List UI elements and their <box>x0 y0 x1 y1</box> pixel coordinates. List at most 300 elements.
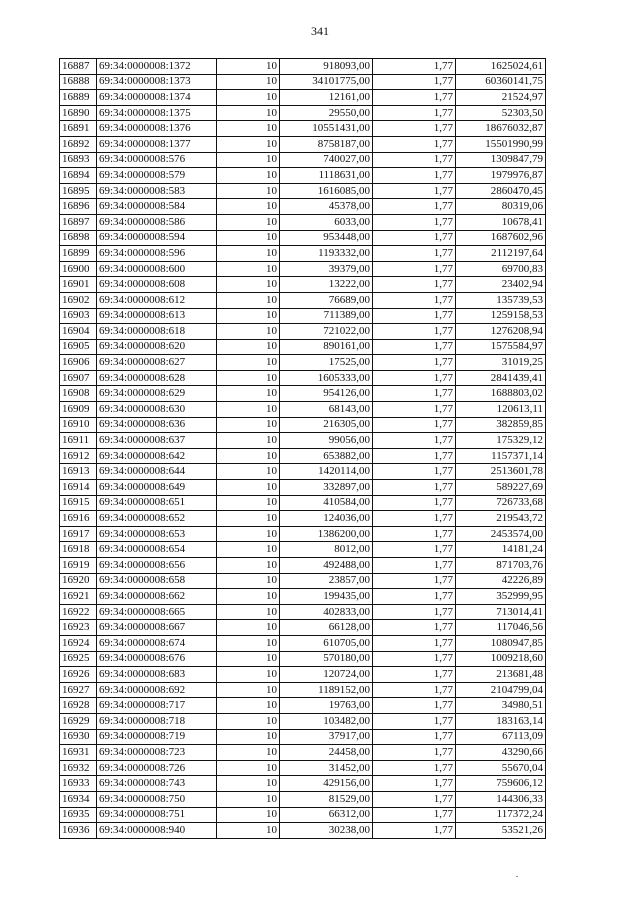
cadastral-number-cell: 69:34:0000008:656 <box>97 558 217 574</box>
coefficient-cell: 1,77 <box>373 542 456 558</box>
row-number-cell: 16894 <box>60 168 97 184</box>
row-number-cell: 16933 <box>60 776 97 792</box>
table-row <box>60 558 546 574</box>
table-row <box>60 74 546 90</box>
row-number-cell: 16893 <box>60 152 97 168</box>
total-cell: 1259158,53 <box>456 308 546 324</box>
cadastral-value-cell: 1420114,00 <box>280 464 373 480</box>
total-cell: 2860470,45 <box>456 183 546 199</box>
cadastral-number-cell: 69:34:0000008:620 <box>97 339 217 355</box>
cadastral-value-cell: 66312,00 <box>280 807 373 823</box>
table-row <box>60 90 546 106</box>
cadastral-number-cell: 69:34:0000008:683 <box>97 667 217 683</box>
coefficient-cell: 1,77 <box>373 324 456 340</box>
table-row <box>60 464 546 480</box>
cadastral-number-cell: 69:34:0000008:743 <box>97 776 217 792</box>
coefficient-cell: 1,77 <box>373 729 456 745</box>
rate-cell: 10 <box>217 620 280 636</box>
row-number-cell: 16910 <box>60 417 97 433</box>
rate-cell: 10 <box>217 682 280 698</box>
rate-cell: 10 <box>217 635 280 651</box>
row-number-cell: 16901 <box>60 277 97 293</box>
coefficient-cell: 1,77 <box>373 776 456 792</box>
coefficient-cell: 1,77 <box>373 433 456 449</box>
cadastral-number-cell: 69:34:0000008:654 <box>97 542 217 558</box>
coefficient-cell: 1,77 <box>373 589 456 605</box>
total-cell: 382859,85 <box>456 417 546 433</box>
cadastral-value-cell: 953448,00 <box>280 230 373 246</box>
cadastral-number-cell: 69:34:0000008:750 <box>97 791 217 807</box>
total-cell: 1979976,87 <box>456 168 546 184</box>
row-number-cell: 16928 <box>60 698 97 714</box>
row-number-cell: 16930 <box>60 729 97 745</box>
total-cell: 15501990,99 <box>456 136 546 152</box>
cadastral-number-cell: 69:34:0000008:584 <box>97 199 217 215</box>
rate-cell: 10 <box>217 230 280 246</box>
cadastral-value-cell: 954126,00 <box>280 386 373 402</box>
cadastral-value-cell: 1386200,00 <box>280 526 373 542</box>
cadastral-value-cell: 29550,00 <box>280 105 373 121</box>
rate-cell: 10 <box>217 136 280 152</box>
total-cell: 43290,66 <box>456 745 546 761</box>
cadastral-value-cell: 17525,00 <box>280 355 373 371</box>
table-row <box>60 417 546 433</box>
cadastral-value-cell: 23857,00 <box>280 573 373 589</box>
total-cell: 219543,72 <box>456 511 546 527</box>
cadastral-number-cell: 69:34:0000008:636 <box>97 417 217 433</box>
cadastral-number-cell: 69:34:0000008:667 <box>97 620 217 636</box>
cadastral-value-cell: 1605333,00 <box>280 370 373 386</box>
total-cell: 1080947,85 <box>456 635 546 651</box>
row-number-cell: 16929 <box>60 713 97 729</box>
cadastral-number-cell: 69:34:0000008:649 <box>97 480 217 496</box>
cadastral-value-cell: 81529,00 <box>280 791 373 807</box>
total-cell: 55670,04 <box>456 760 546 776</box>
coefficient-cell: 1,77 <box>373 526 456 542</box>
cadastral-value-cell: 721022,00 <box>280 324 373 340</box>
coefficient-cell: 1,77 <box>373 791 456 807</box>
coefficient-cell: 1,77 <box>373 402 456 418</box>
row-number-cell: 16895 <box>60 183 97 199</box>
coefficient-cell: 1,77 <box>373 168 456 184</box>
total-cell: 2104799,04 <box>456 682 546 698</box>
row-number-cell: 16904 <box>60 324 97 340</box>
total-cell: 1688803,02 <box>456 386 546 402</box>
rate-cell: 10 <box>217 417 280 433</box>
table-row <box>60 183 546 199</box>
total-cell: 1625024,61 <box>456 59 546 75</box>
cadastral-value-cell: 12161,00 <box>280 90 373 106</box>
cadastral-number-cell: 69:34:0000008:596 <box>97 246 217 262</box>
total-cell: 2841439,41 <box>456 370 546 386</box>
rate-cell: 10 <box>217 90 280 106</box>
coefficient-cell: 1,77 <box>373 370 456 386</box>
cadastral-value-cell: 99056,00 <box>280 433 373 449</box>
coefficient-cell: 1,77 <box>373 292 456 308</box>
row-number-cell: 16916 <box>60 511 97 527</box>
rate-cell: 10 <box>217 59 280 75</box>
rate-cell: 10 <box>217 573 280 589</box>
total-cell: 726733,68 <box>456 495 546 511</box>
cadastral-number-cell: 69:34:0000008:692 <box>97 682 217 698</box>
coefficient-cell: 1,77 <box>373 183 456 199</box>
cadastral-value-cell: 10551431,00 <box>280 121 373 137</box>
rate-cell: 10 <box>217 823 280 839</box>
row-number-cell: 16897 <box>60 214 97 230</box>
total-cell: 759606,12 <box>456 776 546 792</box>
total-cell: 144306,33 <box>456 791 546 807</box>
cadastral-number-cell: 69:34:0000008:629 <box>97 386 217 402</box>
rate-cell: 10 <box>217 433 280 449</box>
total-cell: 120613,11 <box>456 402 546 418</box>
rate-cell: 10 <box>217 402 280 418</box>
table-row <box>60 59 546 75</box>
total-cell: 34980,51 <box>456 698 546 714</box>
table-row <box>60 526 546 542</box>
cadastral-value-cell: 199435,00 <box>280 589 373 605</box>
total-cell: 117372,24 <box>456 807 546 823</box>
cadastral-value-cell: 429156,00 <box>280 776 373 792</box>
cadastral-number-cell: 69:34:0000008:579 <box>97 168 217 184</box>
scan-speck <box>516 876 518 877</box>
rate-cell: 10 <box>217 713 280 729</box>
total-cell: 1157371,14 <box>456 448 546 464</box>
table-row <box>60 776 546 792</box>
total-cell: 589227,69 <box>456 480 546 496</box>
row-number-cell: 16927 <box>60 682 97 698</box>
coefficient-cell: 1,77 <box>373 667 456 683</box>
cadastral-number-cell: 69:34:0000008:613 <box>97 308 217 324</box>
rate-cell: 10 <box>217 199 280 215</box>
row-number-cell: 16902 <box>60 292 97 308</box>
row-number-cell: 16905 <box>60 339 97 355</box>
rate-cell: 10 <box>217 292 280 308</box>
coefficient-cell: 1,77 <box>373 495 456 511</box>
table-row <box>60 199 546 215</box>
coefficient-cell: 1,77 <box>373 823 456 839</box>
table-row <box>60 620 546 636</box>
rate-cell: 10 <box>217 745 280 761</box>
row-number-cell: 16898 <box>60 230 97 246</box>
total-cell: 135739,53 <box>456 292 546 308</box>
total-cell: 21524,97 <box>456 90 546 106</box>
cadastral-value-cell: 1118631,00 <box>280 168 373 184</box>
rate-cell: 10 <box>217 589 280 605</box>
rate-cell: 10 <box>217 308 280 324</box>
table-row <box>60 355 546 371</box>
row-number-cell: 16899 <box>60 246 97 262</box>
row-number-cell: 16908 <box>60 386 97 402</box>
coefficient-cell: 1,77 <box>373 261 456 277</box>
cadastral-number-cell: 69:34:0000008:665 <box>97 604 217 620</box>
coefficient-cell: 1,77 <box>373 136 456 152</box>
total-cell: 67113,09 <box>456 729 546 745</box>
table-row <box>60 604 546 620</box>
table-row <box>60 713 546 729</box>
cadastral-number-cell: 69:34:0000008:600 <box>97 261 217 277</box>
cadastral-number-cell: 69:34:0000008:586 <box>97 214 217 230</box>
row-number-cell: 16896 <box>60 199 97 215</box>
rate-cell: 10 <box>217 542 280 558</box>
cadastral-number-cell: 69:34:0000008:653 <box>97 526 217 542</box>
cadastral-number-cell: 69:34:0000008:644 <box>97 464 217 480</box>
coefficient-cell: 1,77 <box>373 713 456 729</box>
cadastral-number-cell: 69:34:0000008:576 <box>97 152 217 168</box>
cadastral-number-cell: 69:34:0000008:618 <box>97 324 217 340</box>
row-number-cell: 16934 <box>60 791 97 807</box>
table-row <box>60 760 546 776</box>
cadastral-number-cell: 69:34:0000008:1376 <box>97 121 217 137</box>
total-cell: 2513601,78 <box>456 464 546 480</box>
row-number-cell: 16931 <box>60 745 97 761</box>
table-row <box>60 292 546 308</box>
cadastral-number-cell: 69:34:0000008:717 <box>97 698 217 714</box>
coefficient-cell: 1,77 <box>373 620 456 636</box>
row-number-cell: 16920 <box>60 573 97 589</box>
row-number-cell: 16926 <box>60 667 97 683</box>
table-row <box>60 339 546 355</box>
coefficient-cell: 1,77 <box>373 604 456 620</box>
rate-cell: 10 <box>217 339 280 355</box>
cadastral-value-cell: 1616085,00 <box>280 183 373 199</box>
row-number-cell: 16923 <box>60 620 97 636</box>
cadastral-value-cell: 120724,00 <box>280 667 373 683</box>
total-cell: 183163,14 <box>456 713 546 729</box>
cadastral-number-cell: 69:34:0000008:594 <box>97 230 217 246</box>
cadastral-value-cell: 76689,00 <box>280 292 373 308</box>
cadastral-value-cell: 570180,00 <box>280 651 373 667</box>
table-row <box>60 324 546 340</box>
rate-cell: 10 <box>217 152 280 168</box>
table-row <box>60 277 546 293</box>
row-number-cell: 16891 <box>60 121 97 137</box>
rate-cell: 10 <box>217 791 280 807</box>
coefficient-cell: 1,77 <box>373 152 456 168</box>
table-row <box>60 807 546 823</box>
coefficient-cell: 1,77 <box>373 339 456 355</box>
cadastral-number-cell: 69:34:0000008:1372 <box>97 59 217 75</box>
coefficient-cell: 1,77 <box>373 464 456 480</box>
rate-cell: 10 <box>217 246 280 262</box>
cadastral-number-cell: 69:34:0000008:583 <box>97 183 217 199</box>
cadastral-value-cell: 332897,00 <box>280 480 373 496</box>
rate-cell: 10 <box>217 667 280 683</box>
rate-cell: 10 <box>217 386 280 402</box>
cadastral-value-cell: 39379,00 <box>280 261 373 277</box>
rate-cell: 10 <box>217 464 280 480</box>
cadastral-value-cell: 918093,00 <box>280 59 373 75</box>
table-row <box>60 589 546 605</box>
coefficient-cell: 1,77 <box>373 199 456 215</box>
total-cell: 31019,25 <box>456 355 546 371</box>
cadastral-value-cell: 66128,00 <box>280 620 373 636</box>
total-cell: 80319,06 <box>456 199 546 215</box>
coefficient-cell: 1,77 <box>373 573 456 589</box>
rate-cell: 10 <box>217 558 280 574</box>
cadastral-value-cell: 13222,00 <box>280 277 373 293</box>
rate-cell: 10 <box>217 183 280 199</box>
coefficient-cell: 1,77 <box>373 635 456 651</box>
table-row <box>60 542 546 558</box>
table-row <box>60 214 546 230</box>
total-cell: 1276208,94 <box>456 324 546 340</box>
table-row <box>60 152 546 168</box>
rate-cell: 10 <box>217 480 280 496</box>
total-cell: 2453574,00 <box>456 526 546 542</box>
table-row <box>60 745 546 761</box>
cadastral-number-cell: 69:34:0000008:651 <box>97 495 217 511</box>
table-row <box>60 402 546 418</box>
cadastral-value-cell: 711389,00 <box>280 308 373 324</box>
cadastral-value-cell: 653882,00 <box>280 448 373 464</box>
coefficient-cell: 1,77 <box>373 651 456 667</box>
total-cell: 1009218,60 <box>456 651 546 667</box>
row-number-cell: 16925 <box>60 651 97 667</box>
table-row <box>60 230 546 246</box>
coefficient-cell: 1,77 <box>373 558 456 574</box>
total-cell: 871703,76 <box>456 558 546 574</box>
cadastral-number-cell: 69:34:0000008:642 <box>97 448 217 464</box>
cadastral-number-cell: 69:34:0000008:627 <box>97 355 217 371</box>
cadastral-number-cell: 69:34:0000008:719 <box>97 729 217 745</box>
rate-cell: 10 <box>217 121 280 137</box>
total-cell: 352999,95 <box>456 589 546 605</box>
table-row <box>60 261 546 277</box>
table-row <box>60 168 546 184</box>
rate-cell: 10 <box>217 651 280 667</box>
total-cell: 1575584,97 <box>456 339 546 355</box>
cadastral-number-cell: 69:34:0000008:662 <box>97 589 217 605</box>
cadastral-value-cell: 610705,00 <box>280 635 373 651</box>
table-row <box>60 573 546 589</box>
coefficient-cell: 1,77 <box>373 74 456 90</box>
rate-cell: 10 <box>217 776 280 792</box>
coefficient-cell: 1,77 <box>373 682 456 698</box>
row-number-cell: 16889 <box>60 90 97 106</box>
cadastral-value-cell: 37917,00 <box>280 729 373 745</box>
rate-cell: 10 <box>217 214 280 230</box>
cadastral-value-cell: 740027,00 <box>280 152 373 168</box>
coefficient-cell: 1,77 <box>373 760 456 776</box>
coefficient-cell: 1,77 <box>373 417 456 433</box>
cadastral-number-cell: 69:34:0000008:676 <box>97 651 217 667</box>
cadastral-value-cell: 30238,00 <box>280 823 373 839</box>
cadastral-number-cell: 69:34:0000008:630 <box>97 402 217 418</box>
row-number-cell: 16922 <box>60 604 97 620</box>
cadastral-value-table <box>59 58 546 839</box>
total-cell: 713014,41 <box>456 604 546 620</box>
row-number-cell: 16906 <box>60 355 97 371</box>
row-number-cell: 16918 <box>60 542 97 558</box>
cadastral-value-cell: 1189152,00 <box>280 682 373 698</box>
cadastral-value-cell: 492488,00 <box>280 558 373 574</box>
rate-cell: 10 <box>217 495 280 511</box>
rate-cell: 10 <box>217 729 280 745</box>
total-cell: 1309847,79 <box>456 152 546 168</box>
total-cell: 2112197,64 <box>456 246 546 262</box>
coefficient-cell: 1,77 <box>373 277 456 293</box>
cadastral-value-cell: 24458,00 <box>280 745 373 761</box>
cadastral-number-cell: 69:34:0000008:718 <box>97 713 217 729</box>
coefficient-cell: 1,77 <box>373 807 456 823</box>
table-row <box>60 246 546 262</box>
cadastral-number-cell: 69:34:0000008:612 <box>97 292 217 308</box>
table-row <box>60 682 546 698</box>
rate-cell: 10 <box>217 448 280 464</box>
rate-cell: 10 <box>217 168 280 184</box>
table-row <box>60 448 546 464</box>
coefficient-cell: 1,77 <box>373 121 456 137</box>
cadastral-number-cell: 69:34:0000008:1374 <box>97 90 217 106</box>
row-number-cell: 16935 <box>60 807 97 823</box>
table-row <box>60 105 546 121</box>
row-number-cell: 16887 <box>60 59 97 75</box>
row-number-cell: 16900 <box>60 261 97 277</box>
rate-cell: 10 <box>217 277 280 293</box>
table-row <box>60 308 546 324</box>
row-number-cell: 16921 <box>60 589 97 605</box>
table-row <box>60 480 546 496</box>
table-row <box>60 729 546 745</box>
coefficient-cell: 1,77 <box>373 308 456 324</box>
cadastral-value-cell: 31452,00 <box>280 760 373 776</box>
rate-cell: 10 <box>217 807 280 823</box>
total-cell: 14181,24 <box>456 542 546 558</box>
cadastral-number-cell: 69:34:0000008:674 <box>97 635 217 651</box>
row-number-cell: 16890 <box>60 105 97 121</box>
row-number-cell: 16914 <box>60 480 97 496</box>
cadastral-number-cell: 69:34:0000008:658 <box>97 573 217 589</box>
coefficient-cell: 1,77 <box>373 448 456 464</box>
cadastral-number-cell: 69:34:0000008:628 <box>97 370 217 386</box>
coefficient-cell: 1,77 <box>373 105 456 121</box>
coefficient-cell: 1,77 <box>373 246 456 262</box>
cadastral-number-cell: 69:34:0000008:726 <box>97 760 217 776</box>
total-cell: 53521,26 <box>456 823 546 839</box>
coefficient-cell: 1,77 <box>373 480 456 496</box>
table-row <box>60 791 546 807</box>
total-cell: 175329,12 <box>456 433 546 449</box>
cadastral-value-cell: 890161,00 <box>280 339 373 355</box>
row-number-cell: 16913 <box>60 464 97 480</box>
page-number: 341 <box>311 24 329 38</box>
table-row <box>60 495 546 511</box>
table-row <box>60 651 546 667</box>
cadastral-value-cell: 103482,00 <box>280 713 373 729</box>
cadastral-value-cell: 6033,00 <box>280 214 373 230</box>
table-row <box>60 511 546 527</box>
row-number-cell: 16903 <box>60 308 97 324</box>
row-number-cell: 16892 <box>60 136 97 152</box>
cadastral-number-cell: 69:34:0000008:723 <box>97 745 217 761</box>
rate-cell: 10 <box>217 355 280 371</box>
coefficient-cell: 1,77 <box>373 386 456 402</box>
coefficient-cell: 1,77 <box>373 59 456 75</box>
row-number-cell: 16932 <box>60 760 97 776</box>
cadastral-value-cell: 410584,00 <box>280 495 373 511</box>
row-number-cell: 16911 <box>60 433 97 449</box>
cadastral-value-cell: 8758187,00 <box>280 136 373 152</box>
cadastral-value-cell: 1193332,00 <box>280 246 373 262</box>
cadastral-number-cell: 69:34:0000008:652 <box>97 511 217 527</box>
table-row <box>60 698 546 714</box>
cadastral-value-cell: 45378,00 <box>280 199 373 215</box>
rate-cell: 10 <box>217 604 280 620</box>
cadastral-value-cell: 68143,00 <box>280 402 373 418</box>
rate-cell: 10 <box>217 760 280 776</box>
total-cell: 42226,89 <box>456 573 546 589</box>
rate-cell: 10 <box>217 74 280 90</box>
